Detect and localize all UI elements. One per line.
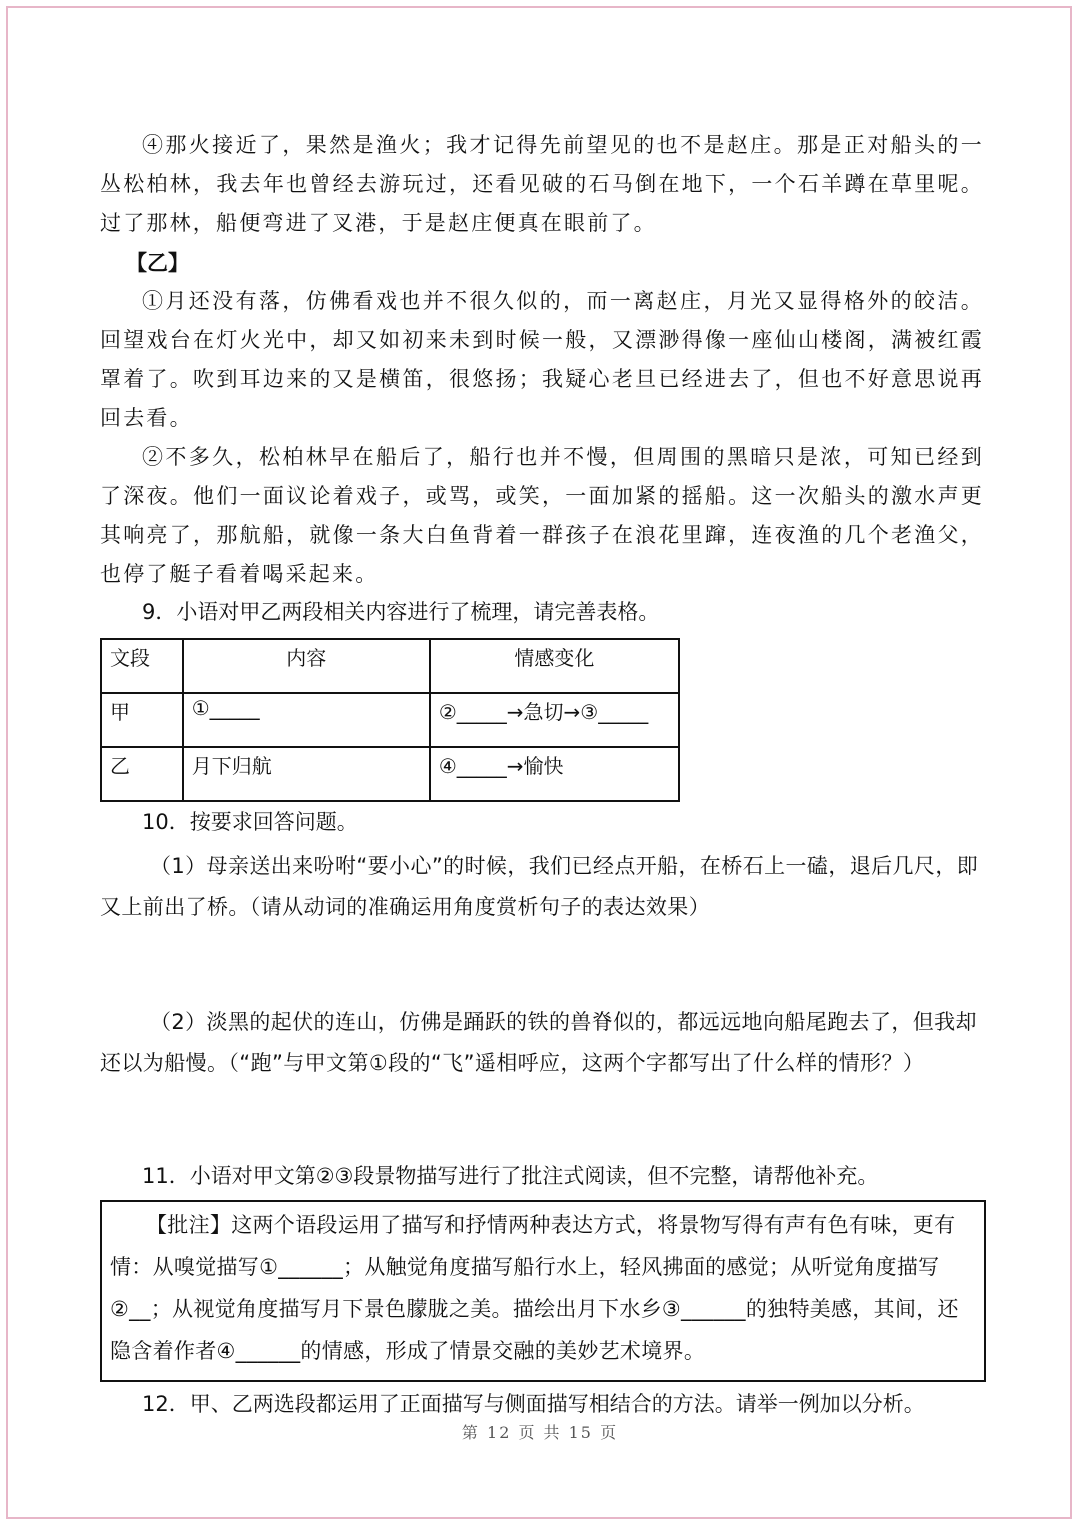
answer-space[interactable] <box>100 1084 984 1158</box>
passage-yi-paragraph-1: ①月还没有落，仿佛看戏也并不很久似的，而一离赵庄，月光又显得格外的皎洁。回望戏台在灯火光中，却又如初来未到时候一般，又漂渺得像一座仙山楼阁，满被红霞罩着了。吹到耳边来的又是横笛，很悠扬；我疑心老旦已经进去了，但也不好意思说再回去看。 <box>100 289 984 430</box>
table-header-cell: 内容 <box>183 639 430 693</box>
table-header-cell: 情感变化 <box>430 639 679 693</box>
table-header-row <box>101 639 679 693</box>
table-cell-answer[interactable]: ②_____→急切→③_____ <box>430 693 679 747</box>
table-row <box>101 693 679 747</box>
question-9: 9．小语对甲乙两段相关内容进行了梳理，请完善表格。 <box>142 600 660 624</box>
question-10-sub-1: （1）母亲送出来吩咐“要小心”的时候，我们已经点开船，在桥石上一磕，退后几尺，即又上前出了桥。（请从动词的准确运用角度赏析句子的表达效果） <box>100 854 979 919</box>
question-10-sub-2: （2）淡黑的起伏的连山，仿佛是踊跃的铁的兽脊似的，都远远地向船尾跑去了，但我却还以为船慢。（“跑”与甲文第①段的“飞”遥相呼应，这两个字都写出了什么样的情形？） <box>100 1010 977 1075</box>
passage-jia-paragraph-4: ④那火接近了，果然是渔火；我才记得先前望见的也不是赵庄。那是正对船头的一丛松柏林，我去年也曾经去游玩过，还看见破的石马倒在地下，一个石羊蹲在草里呢。过了那林，船便弯进了叉港，于是赵庄便真在眼前了。 <box>100 133 984 235</box>
section-label-yi: 【乙】 <box>126 250 189 275</box>
table-cell: 甲 <box>101 693 183 747</box>
table-cell: 乙 <box>101 747 183 801</box>
annotation-text: 【批注】这两个语段运用了描写和抒情两种表达方式，将景物写得有声有色有味，更有情：从嗅觉描写①______；从触觉角度描写船行水上，轻风拂面的感觉；从听觉角度描写②__；从视觉角度描写月下景色朦胧之美。描绘出月下水乡③______的独特美感，其间，还隐含着作者④______的情感，形成了情景交融的美妙艺术境界。 <box>110 1213 959 1363</box>
passage-yi-paragraph-2: ②不多久，松柏林早在船后了，船行也并不慢，但周围的黑暗只是浓，可知已经到了深夜。他们一面议论着戏子，或骂，或笑，一面加紧的摇船。这一次船头的激水声更其响亮了，那航船，就像一条大白鱼背着一群孩子在浪花里蹿，连夜渔的几个老渔父，也停了艇子看着喝采起来。 <box>100 445 984 586</box>
table-cell-answer[interactable]: ①_____ <box>183 693 430 747</box>
page-content <box>100 126 984 1422</box>
table-row <box>101 747 679 801</box>
page-footer: 第 12 页 共 15 页 <box>461 1423 619 1442</box>
question-12: 12．甲、乙两选段都运用了正面描写与侧面描写相结合的方法。请举一例加以分析。 <box>142 1392 925 1416</box>
summary-table <box>100 638 680 802</box>
table-cell: 月下归航 <box>183 747 430 801</box>
answer-space[interactable] <box>100 928 984 1002</box>
table-header-cell: 文段 <box>101 639 183 693</box>
question-11: 11．小语对甲文第②③段景物描写进行了批注式阅读，但不完整，请帮他补充。 <box>142 1164 879 1188</box>
question-10: 10．按要求回答问题。 <box>142 810 358 834</box>
table-cell-answer[interactable]: ④_____→愉快 <box>430 747 679 801</box>
annotation-box <box>100 1200 986 1382</box>
